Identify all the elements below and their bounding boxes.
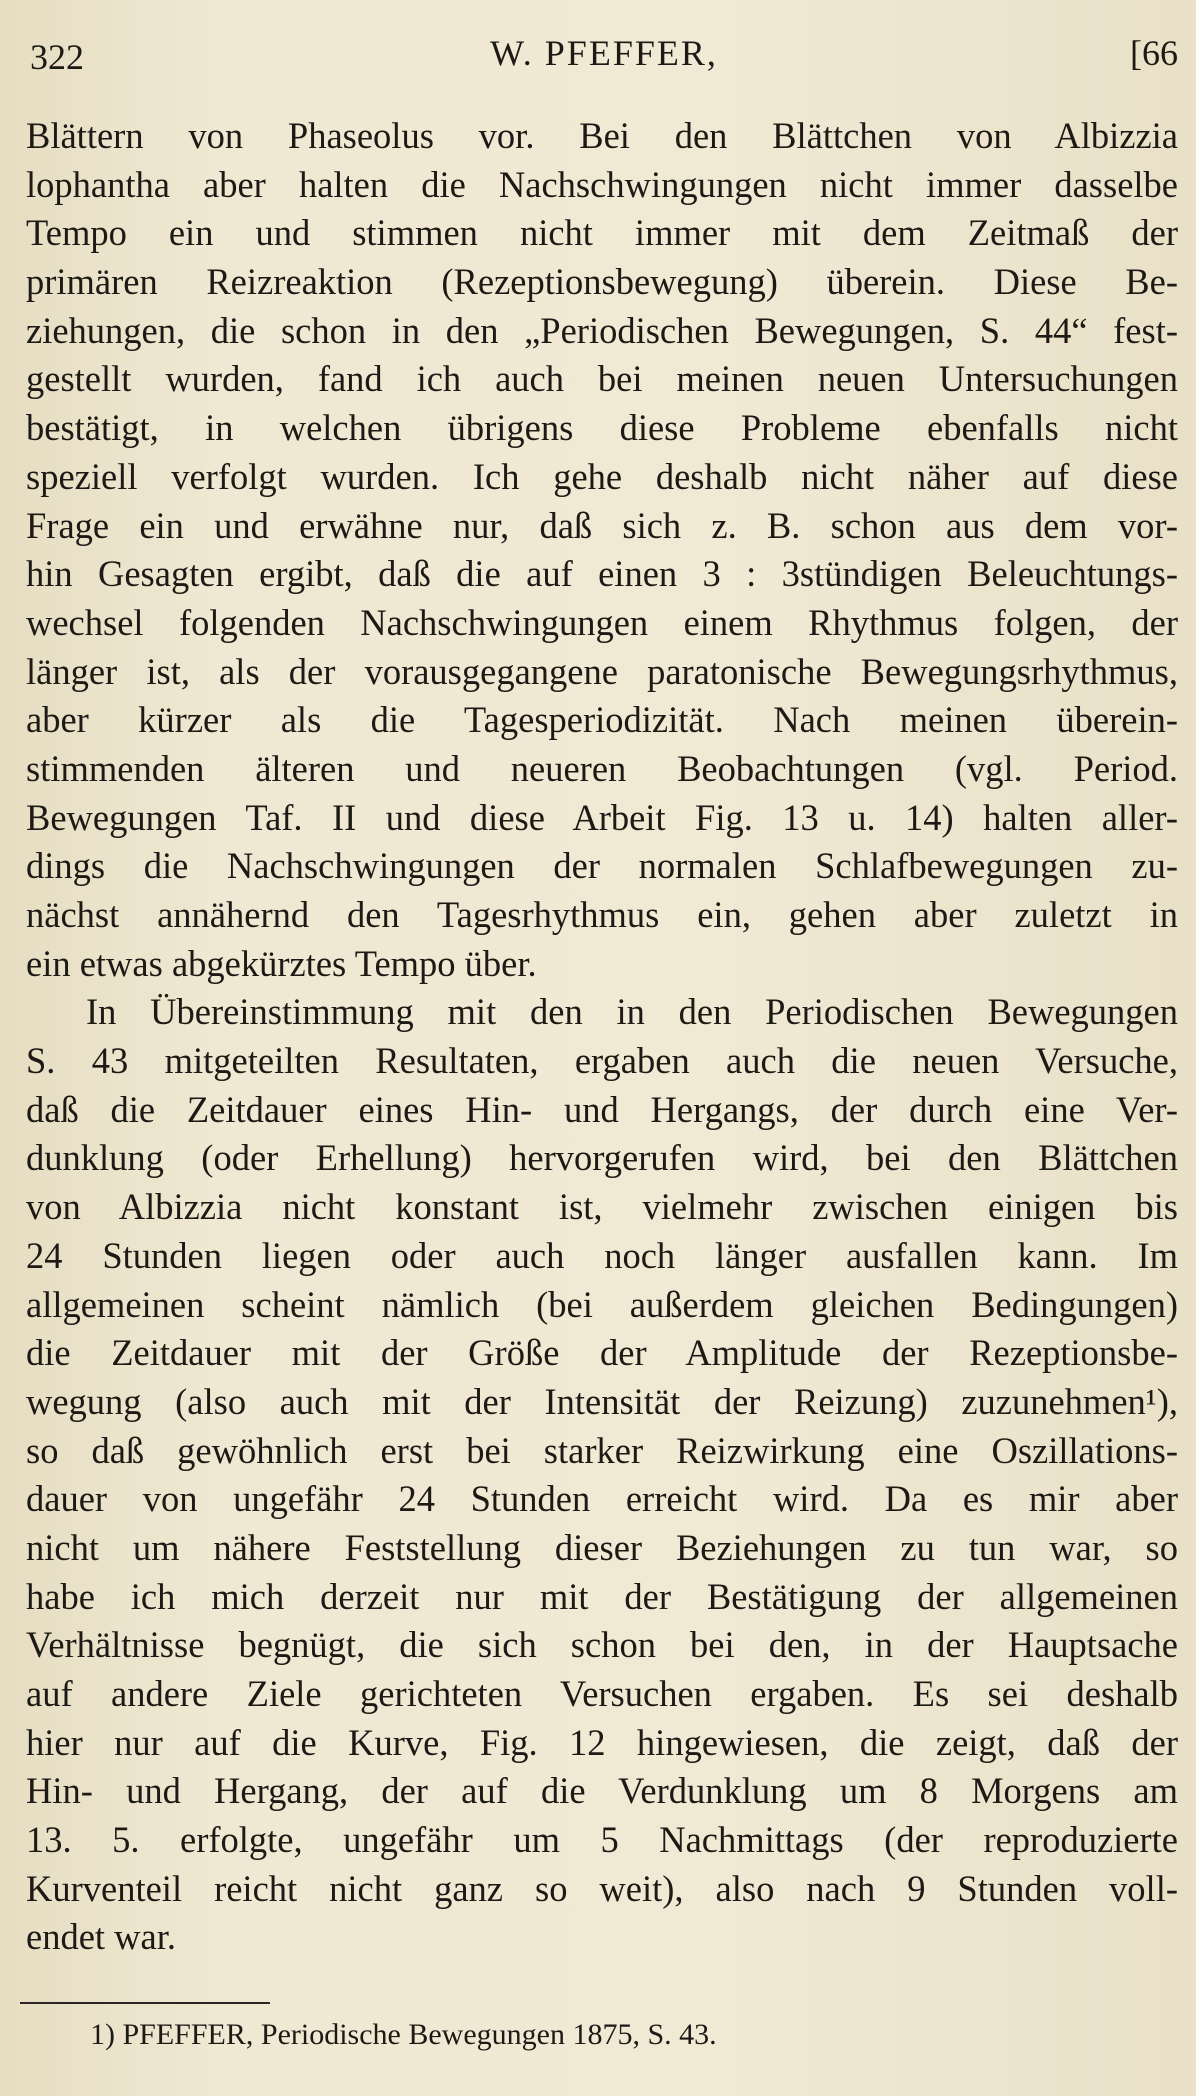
text-line: S. 43 mitgeteilten Resultaten, ergaben auch die neuen Versuche, — [26, 1040, 1178, 1082]
text-line: 13. 5. erfolgte, ungefähr um 5 Nachmittags (der reproduzierte — [26, 1819, 1178, 1861]
text-line: Verhältnisse begnügt, die sich schon bei den, in der Hauptsache — [26, 1624, 1178, 1666]
text-line: so daß gewöhnlich erst bei starker Reizwirkung eine Oszillations- — [26, 1429, 1178, 1471]
text-line: gestellt wurden, fand ich auch bei meinen neuen Untersuchungen — [26, 358, 1178, 400]
text-line: ein etwas abgekürztes Tempo über. — [26, 942, 537, 984]
text-line: habe ich mich derzeit nur mit der Bestätigung der allgemeinen — [26, 1575, 1178, 1617]
text-line: primären Reizreaktion (Rezeptionsbewegung) überein. Diese Be- — [26, 261, 1178, 303]
paragraph — [26, 112, 1178, 988]
text-line: Tempo ein und stimmen nicht immer mit dem Zeitmaß der — [26, 212, 1178, 254]
text-line: von Albizzia nicht konstant ist, vielmehr zwischen einigen bis — [26, 1186, 1178, 1228]
text-line: dings die Nachschwingungen der normalen Schlafbewegungen zu- — [26, 845, 1178, 887]
text-line: bestätigt, in welchen übrigens diese Probleme ebenfalls nicht — [26, 407, 1178, 449]
text-line: auf andere Ziele gerichteten Versuchen ergaben. Es sei deshalb — [26, 1673, 1178, 1714]
text-line: wegung (also auch mit der Intensität der Reizung) zuzunehmen¹), — [26, 1380, 1178, 1422]
page-header — [30, 28, 1178, 88]
paragraph — [26, 988, 1178, 1962]
text-line: aber kürzer als die Tagesperiodizität. Nach meinen überein- — [26, 699, 1178, 741]
text-line: die Zeitdauer mit der Größe der Amplitude der Rezeptionsbe- — [26, 1332, 1178, 1374]
text-line: Hin- und Hergang, der auf die Verdunklung um 8 Morgens am — [26, 1770, 1178, 1812]
text-line: Kurventeil reicht nicht ganz so weit), also nach 9 Stunden voll- — [26, 1867, 1178, 1909]
text-line: daß die Zeitdauer eines Hin- und Hergangs, der durch eine Ver- — [26, 1088, 1178, 1130]
text-line: Blättern von Phaseolus vor. Bei den Blättchen von Albizzia — [26, 115, 1178, 156]
text-line: dauer von ungefähr 24 Stunden erreicht wird. Da es mir aber — [26, 1478, 1178, 1520]
text-line: endet war. — [26, 1916, 176, 1958]
text-line: speziell verfolgt wurden. Ich gehe deshalb nicht näher auf diese — [26, 455, 1178, 497]
text-line: nächst annähernd den Tagesrhythmus ein, gehen aber zuletzt in — [26, 894, 1178, 935]
page-number: 322 — [30, 37, 84, 77]
text-line: Bewegungen Taf. II und diese Arbeit Fig. 13 u. 14) halten aller- — [26, 796, 1178, 838]
text-line: länger ist, als der vorausgegangene paratonische Bewegungsrhythmus, — [26, 650, 1178, 692]
text-line: lophantha aber halten die Nachschwingungen nicht immer dasselbe — [26, 163, 1178, 205]
footnote-rule — [20, 2002, 270, 2004]
text-line: Frage ein und erwähne nur, daß sich z. B. schon aus dem vor- — [26, 504, 1178, 546]
text-line: allgemeinen scheint nämlich (bei außerdem gleichen Bedingungen) — [26, 1283, 1178, 1325]
text-line: nicht um nähere Feststellung dieser Beziehungen zu tun war, so — [26, 1526, 1178, 1568]
text-line: 24 Stunden liegen oder auch noch länger ausfallen kann. Im — [26, 1234, 1178, 1276]
text-line: ziehungen, die schon in den „Periodischen Bewegungen, S. 44“ fest- — [26, 309, 1178, 351]
text-line: dunklung (oder Erhellung) hervorgerufen wird, bei den Blättchen — [26, 1137, 1178, 1179]
text-line: stimmenden älteren und neueren Beobachtungen (vgl. Period. — [26, 747, 1178, 789]
text-line: wechsel folgenden Nachschwingungen einem Rhythmus folgen, der — [26, 601, 1178, 643]
continuation-marker: [66 — [1130, 33, 1178, 73]
body-text — [26, 112, 1178, 1962]
text-line: hin Gesagten ergibt, daß die auf einen 3 : 3stündigen Beleuchtungs- — [26, 553, 1178, 595]
text-line: hier nur auf die Kurve, Fig. 12 hingewiesen, die zeigt, daß der — [26, 1721, 1178, 1763]
footnote: 1) PFEFFER, Periodische Bewegungen 1875, S. 43. — [90, 2018, 717, 2051]
running-head: W. PFEFFER, — [490, 33, 718, 73]
text-line: In Übereinstimmung mit den in den Periodischen Bewegungen — [86, 991, 1178, 1033]
